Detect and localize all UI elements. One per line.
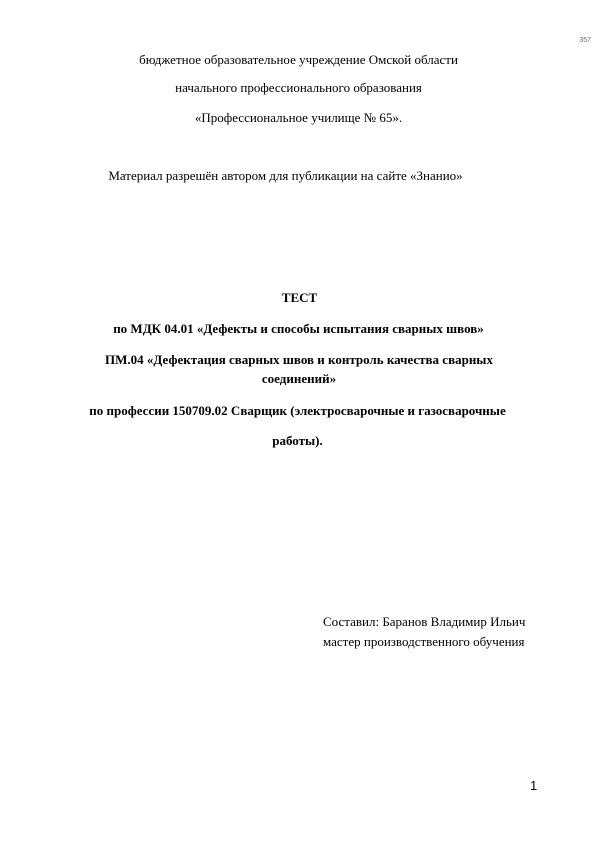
institution-line-3: «Профессиональное училище № 65». — [194, 110, 403, 125]
compiled-by: Составил: Баранов Владимир Ильич — [323, 614, 526, 629]
mdk-line: по МДК 04.01 «Дефекты и способы испытания сварных швов» — [113, 321, 484, 336]
pm-line: ПМ.04 «Дефектация сварных швов и контроль качества сварных соединений» — [105, 352, 493, 386]
page-number: 1 — [530, 778, 538, 793]
publication-permission: Материал разрешён автором для публикации на сайте «Знанио» — [108, 168, 463, 183]
author-block — [323, 612, 525, 652]
institution-line-2: начального профессионального образования — [175, 80, 422, 95]
corner-page-number: 357 — [579, 37, 591, 44]
profession-line-2: работы). — [272, 433, 323, 448]
author-position: мастер производственного обучения — [323, 634, 525, 649]
profession-line-1: по профессии 150709.02 Сварщик (электросварочные и газосварочные — [89, 403, 506, 418]
test-title: ТЕСТ — [281, 290, 318, 305]
institution-line-1: бюджетное образовательное учреждение Омской области — [139, 52, 458, 67]
